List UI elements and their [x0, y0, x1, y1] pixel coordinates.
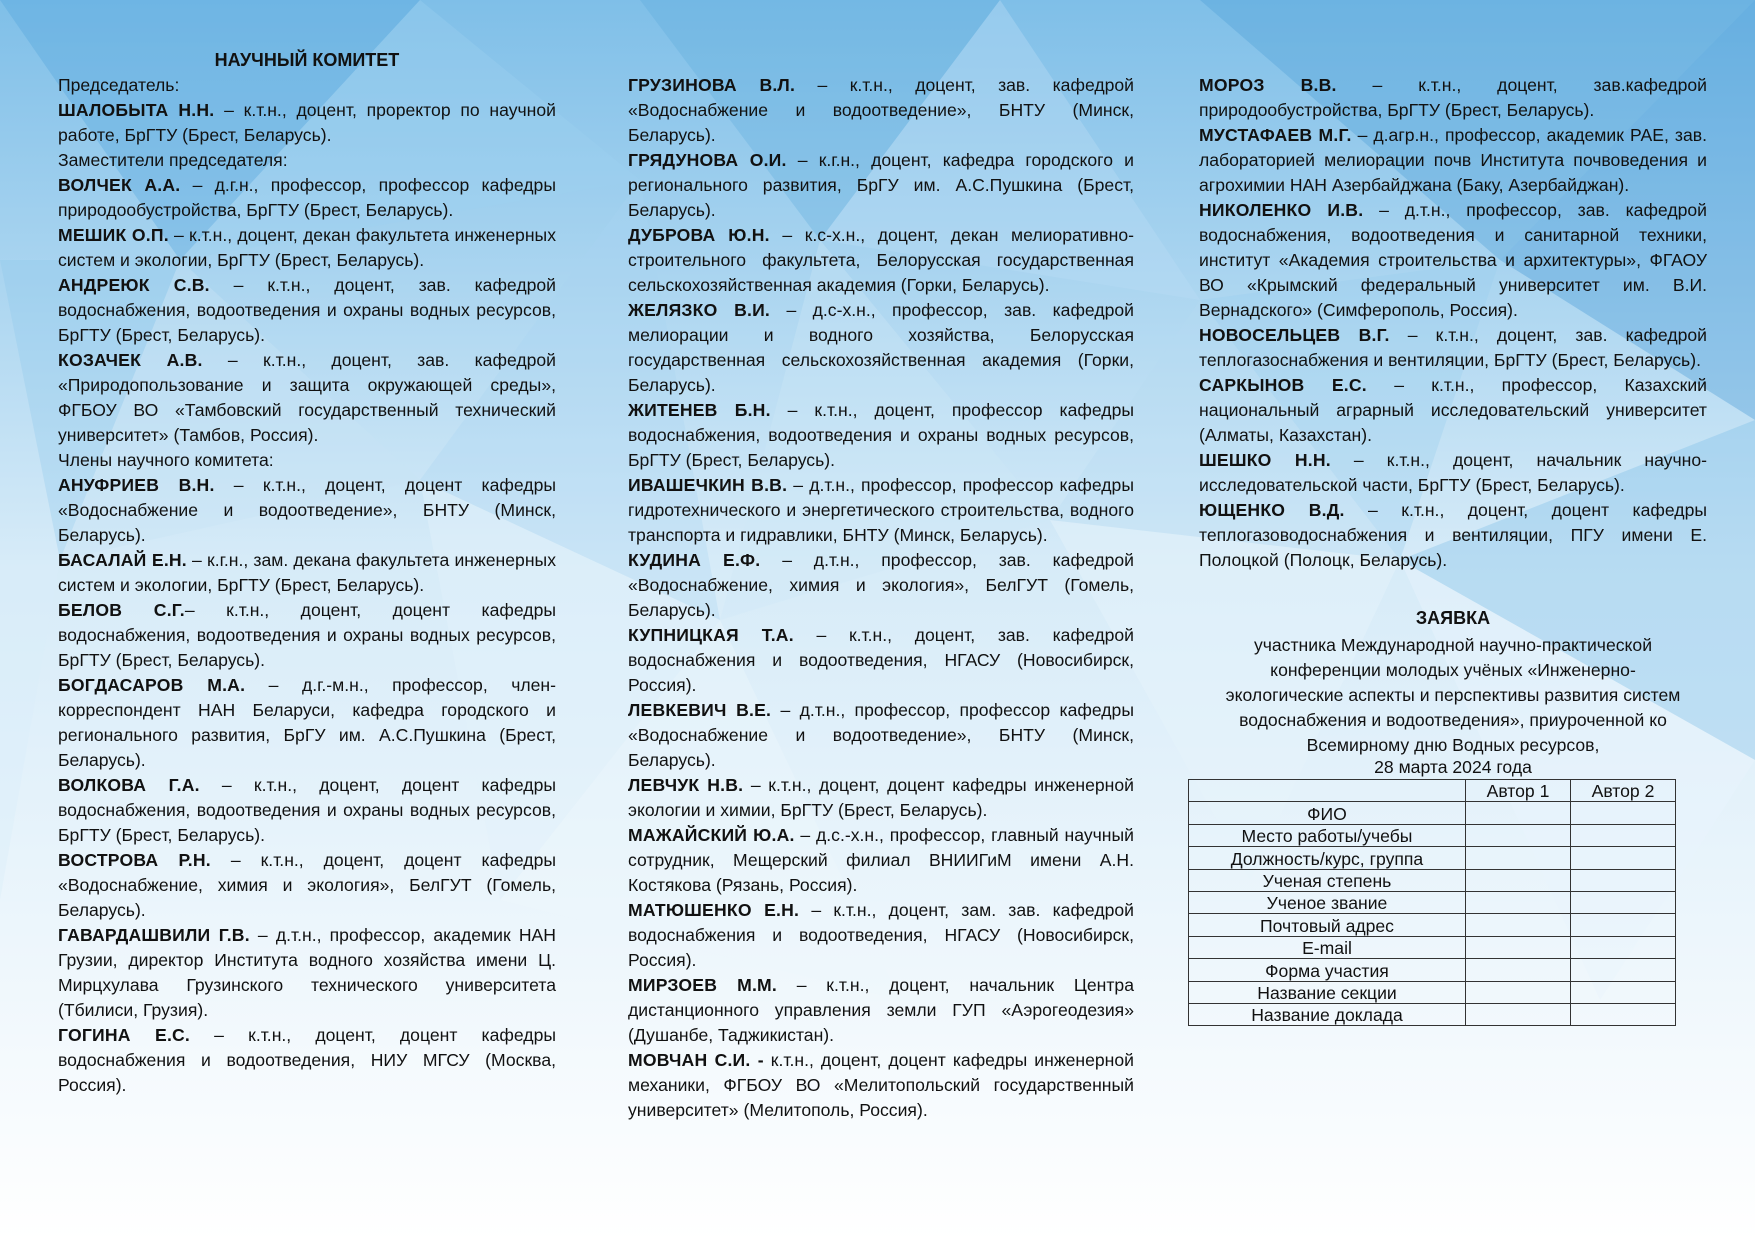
- member-name: МАТЮШЕНКО Е.Н.: [628, 900, 800, 920]
- table-row: [1189, 936, 1676, 958]
- committee-entry: [1199, 498, 1707, 573]
- member-desc: – к.т.н., доцент, проректор по научной работе, БрГТУ (Брест, Беларусь).: [58, 100, 556, 145]
- member-desc: – д.т.н., профессор, зав. кафедрой водоснабжения, водоотведения и санитарной техники, институт «Академия строительства и архитектуры», ФГАОУ ВО «Крымский федеральный университет им. В.И. Вернадского» (Симферополь, Россия).: [1199, 200, 1707, 320]
- committee-entry: [1199, 448, 1707, 498]
- author-2-cell[interactable]: [1571, 802, 1676, 824]
- author-2-cell[interactable]: [1571, 869, 1676, 891]
- member-desc: – д.г.-м.н., профессор, член-корреспондент НАН Беларуси, кафедра городского и регионального развития, БрГУ им. А.С.Пушкина (Брест, Беларусь).: [58, 675, 556, 770]
- author-2-cell[interactable]: [1571, 824, 1676, 846]
- member-desc: – к.т.н., доцент, доцент кафедры водоснабжения, водоотведения и охраны водных ресурсов, БрГТУ (Брест, Беларусь).: [58, 600, 556, 670]
- author-2-cell[interactable]: [1571, 914, 1676, 936]
- table-row: [1189, 981, 1676, 1003]
- member-desc: к.т.н., доцент, доцент кафедры инженерной механики, ФГБОУ ВО «Мелитопольский государственный университет» (Мелитополь, Россия).: [628, 1050, 1134, 1120]
- member-name: МУСТАФАЕВ М.Г.: [1199, 125, 1352, 145]
- member-name: ЖИТЕНЕВ Б.Н.: [628, 400, 771, 420]
- table-row: [1189, 847, 1676, 869]
- member-desc: – к.т.н., доцент, зав. кафедрой водоснабжения, водоотведения и охраны водных ресурсов, БрГТУ (Брест, Беларусь).: [58, 275, 556, 345]
- application-description-line: участника Международной научно-практической: [1253, 635, 1653, 655]
- author-1-cell[interactable]: [1466, 869, 1571, 891]
- member-desc: – д.т.н., профессор, профессор кафедры гидротехнического и энергетического строительства, водного транспорта и гидравлики, БНТУ (Минск, Беларусь).: [628, 475, 1134, 545]
- member-name: ДУБРОВА Ю.Н.: [628, 225, 770, 245]
- member-name: ШЕШКО Н.Н.: [1199, 450, 1331, 470]
- committee-entry: [628, 823, 1134, 898]
- field-label: E-mail: [1189, 936, 1466, 958]
- member-name: МАЖАЙСКИЙ Ю.А.: [628, 825, 795, 845]
- author-2-cell[interactable]: [1571, 981, 1676, 1003]
- committee-entry: [1199, 373, 1707, 448]
- field-label: Форма участия: [1189, 959, 1466, 981]
- application-description-line: 28 марта 2024 года: [1374, 757, 1532, 777]
- application-form-table: [1188, 779, 1676, 1026]
- member-name: МОВЧАН С.И. -: [628, 1050, 764, 1070]
- member-name: ГОГИНА Е.С.: [58, 1025, 191, 1045]
- member-name: АНДРЕЮК С.В.: [58, 275, 210, 295]
- committee-entry: [1199, 123, 1707, 198]
- member-desc: – д.агр.н., профессор, академик РАЕ, зав. лабораторией мелиорации почв Института почвоведения и агрохимии НАН Азербайджана (Баку, Азербайджан).: [1199, 125, 1707, 195]
- member-name: ВОЛКОВА Г.А.: [58, 775, 200, 795]
- members-label: Члены научного комитета:: [58, 450, 274, 470]
- committee-entry: [58, 173, 556, 223]
- committee-entry: [628, 973, 1134, 1048]
- member-name: ВОЛЧЕК А.А.: [58, 175, 181, 195]
- table-header-cell: Автор 2: [1571, 780, 1676, 802]
- field-label: Название секции: [1189, 981, 1466, 1003]
- table-row: [1189, 869, 1676, 891]
- committee-entry: [1199, 323, 1707, 373]
- author-1-cell[interactable]: [1466, 891, 1571, 913]
- author-1-cell[interactable]: [1466, 959, 1571, 981]
- member-name: АНУФРИЕВ В.Н.: [58, 475, 215, 495]
- author-1-cell[interactable]: [1466, 914, 1571, 936]
- member-desc: – д.с.-х.н., профессор, главный научный сотрудник, Мещерский филиал ВНИИГиМ имени А.Н. Костякова (Рязань, Россия).: [628, 825, 1134, 895]
- committee-entry: [628, 473, 1134, 548]
- committee-entry: [58, 923, 556, 1023]
- application-description-line: экологические аспекты и перспективы развития систем: [1225, 685, 1681, 705]
- member-name: НОВОСЕЛЬЦЕВ В.Г.: [1199, 325, 1390, 345]
- member-name: ЛЕВЧУК Н.В.: [628, 775, 744, 795]
- member-desc: – д.т.н., профессор, академик НАН Грузии, директор Института водного хозяйства имени Ц. Мирцхулава Грузинского технического университета (Тбилиси, Грузия).: [58, 925, 556, 1020]
- member-desc: – д.т.н., профессор, профессор кафедры «Водоснабжение и водоотведение», БНТУ (Минск, Беларусь).: [628, 700, 1134, 770]
- field-label: Название доклада: [1189, 1003, 1466, 1025]
- member-name: НИКОЛЕНКО И.В.: [1199, 200, 1364, 220]
- application-description-line: Всемирному дню Водных ресурсов,: [1306, 735, 1600, 755]
- committee-entry: [58, 773, 556, 848]
- committee-entry: [58, 548, 556, 598]
- application-description-line: водоснабжения и водоотведения», приуроченной ко: [1239, 710, 1667, 730]
- member-desc: – д.с-х.н., профессор, зав. кафедрой мелиорации и водного хозяйства, Белорусская государственная сельскохозяйственная академия (Горки, Беларусь).: [628, 300, 1134, 395]
- member-desc: – к.г.н., зам. декана факультета инженерных систем и экологии, БрГТУ (Брест, Беларусь).: [58, 550, 556, 595]
- table-row: [1189, 1003, 1676, 1025]
- table-row: [1189, 959, 1676, 981]
- member-desc: – к.т.н., доцент, доцент кафедры теплогазоводоснабжения и вентиляции, ПГУ имени Е. Полоцкой (Полоцк, Беларусь).: [1199, 500, 1707, 570]
- field-label: Место работы/учебы: [1189, 824, 1466, 846]
- committee-entry: [58, 848, 556, 923]
- table-row: [1189, 914, 1676, 936]
- committee-entry: [628, 623, 1134, 698]
- member-name: ЮЩЕНКО В.Д.: [1199, 500, 1345, 520]
- member-desc: – к.т.н., доцент, декан факультета инженерных систем и экологии, БрГТУ (Брест, Беларусь).: [58, 225, 556, 270]
- member-name: БОГДАСАРОВ М.А.: [58, 675, 246, 695]
- application-section: [1199, 606, 1707, 1026]
- member-name: ГРЯДУНОВА О.И.: [628, 150, 787, 170]
- committee-entry: [628, 223, 1134, 298]
- member-name: МОРОЗ В.В.: [1199, 75, 1337, 95]
- table-header-row: [1189, 780, 1676, 802]
- member-name: САРКЫНОВ Е.С.: [1199, 375, 1367, 395]
- member-name: БАСАЛАЙ Е.Н.: [58, 550, 187, 570]
- member-desc: – к.т.н., доцент, профессор кафедры водоснабжения, водоотведения и охраны водных ресурсов, БрГТУ (Брест, Беларусь).: [628, 400, 1134, 470]
- committee-entry: [58, 1023, 556, 1098]
- author-1-cell[interactable]: [1466, 847, 1571, 869]
- chair-label: Председатель:: [58, 75, 180, 95]
- member-desc: – к.т.н., доцент, доцент кафедры инженерной экологии и химии, БрГТУ (Брест, Беларусь).: [628, 775, 1134, 820]
- committee-column-3: [1199, 73, 1707, 1026]
- member-name: БЕЛОВ С.Г.: [58, 600, 185, 620]
- committee-entry: [628, 698, 1134, 773]
- committee-title: НАУЧНЫЙ КОМИТЕТ: [214, 50, 400, 70]
- author-2-cell[interactable]: [1571, 936, 1676, 958]
- committee-entry: [628, 148, 1134, 223]
- member-name: ИВАШЕЧКИН В.В.: [628, 475, 788, 495]
- committee-column-2: [628, 73, 1134, 1123]
- author-2-cell[interactable]: [1571, 1003, 1676, 1025]
- deputies-label: Заместители председателя:: [58, 150, 288, 170]
- member-name: МИРЗОЕВ М.М.: [628, 975, 777, 995]
- author-2-cell[interactable]: [1571, 847, 1676, 869]
- committee-entry: [58, 598, 556, 673]
- author-1-cell[interactable]: [1466, 824, 1571, 846]
- member-desc: – к.с-х.н., доцент, декан мелиоративно-строительного факультета, Белорусская государственная сельскохозяйственная академия (Горки, Беларусь).: [628, 225, 1134, 295]
- committee-entry: [1199, 198, 1707, 323]
- field-label: ФИО: [1189, 802, 1466, 824]
- committee-column-1: [58, 48, 556, 1098]
- member-name: ГРУЗИНОВА В.Л.: [628, 75, 796, 95]
- field-label: Ученое звание: [1189, 891, 1466, 913]
- committee-entry: [58, 273, 556, 348]
- member-name: ШАЛОБЫТА Н.Н.: [58, 100, 215, 120]
- committee-entry: [58, 673, 556, 773]
- member-name: ЛЕВКЕВИЧ В.Е.: [628, 700, 772, 720]
- application-title: ЗАЯВКА: [1415, 608, 1491, 628]
- member-desc: – к.т.н., доцент, зав.кафедрой природообустройства, БрГТУ (Брест, Беларусь).: [1199, 75, 1707, 120]
- table-row: [1189, 891, 1676, 913]
- author-1-cell[interactable]: [1466, 936, 1571, 958]
- member-desc: – к.т.н., доцент, доцент кафедры «Водоснабжение и водоотведение», БНТУ (Минск, Беларусь).: [58, 475, 556, 545]
- table-header-cell: Автор 1: [1466, 780, 1571, 802]
- member-name: ЖЕЛЯЗКО В.И.: [628, 300, 771, 320]
- author-1-cell[interactable]: [1466, 802, 1571, 824]
- committee-entry: [58, 348, 556, 448]
- member-name: МЕШИК О.П.: [58, 225, 169, 245]
- field-label: Должность/курс, группа: [1189, 847, 1466, 869]
- member-name: КОЗАЧЕК А.В.: [58, 350, 203, 370]
- member-name: КУПНИЦКАЯ Т.А.: [628, 625, 794, 645]
- member-desc: – к.т.н., доцент, зав. кафедрой водоснабжения и водоотведения, НГАСУ (Новосибирск, Россия).: [628, 625, 1134, 695]
- member-desc: – к.т.н., доцент, зав. кафедрой теплогазоснабжения и вентиляции, БрГТУ (Брест, Беларусь).: [1199, 325, 1707, 370]
- author-1-cell[interactable]: [1466, 981, 1571, 1003]
- member-name: ГАВАРДАШВИЛИ Г.В.: [58, 925, 250, 945]
- member-desc: – к.т.н., доцент, начальник научно-исследовательской части, БрГТУ (Брест, Беларусь).: [1199, 450, 1707, 495]
- author-2-cell[interactable]: [1571, 959, 1676, 981]
- committee-entry: [1199, 73, 1707, 123]
- committee-entry: [58, 473, 556, 548]
- member-desc: – к.т.н., доцент, доцент кафедры водоснабжения, водоотведения и охраны водных ресурсов, БрГТУ (Брест, Беларусь).: [58, 775, 556, 845]
- member-desc: – д.г.н., профессор, профессор кафедры природообустройства, БрГТУ (Брест, Беларусь).: [58, 175, 556, 220]
- committee-entry: [628, 898, 1134, 973]
- table-header-cell: [1189, 780, 1466, 802]
- field-label: Ученая степень: [1189, 869, 1466, 891]
- table-row: [1189, 824, 1676, 846]
- member-desc: – д.т.н., профессор, зав. кафедрой «Водоснабжение, химия и экология», БелГУТ (Гомель, Беларусь).: [628, 550, 1135, 620]
- committee-entry: [58, 223, 556, 273]
- member-desc: – к.г.н., доцент, кафедра городского и регионального развития, БрГУ им. А.С.Пушкина (Брест, Беларусь).: [628, 150, 1134, 220]
- committee-entry: [628, 73, 1134, 148]
- committee-entry: [628, 298, 1134, 398]
- committee-entry: [58, 98, 556, 148]
- member-desc: – к.т.н., доцент, начальник Центра дистанционного управления земли ГУП «Аэрогеодезия» (Душанбе, Таджикистан).: [628, 975, 1134, 1045]
- member-desc: – к.т.н., профессор, Казахский национальный аграрный исследовательский университет (Алматы, Казахстан).: [1199, 375, 1707, 445]
- member-name: ВОСТРОВА Р.Н.: [58, 850, 211, 870]
- member-name: КУДИНА Е.Ф.: [628, 550, 761, 570]
- author-1-cell[interactable]: [1466, 1003, 1571, 1025]
- application-description-line: конференции молодых учёных «Инженерно-: [1270, 660, 1636, 680]
- committee-entry: [628, 548, 1134, 623]
- table-row: [1189, 802, 1676, 824]
- committee-entry: [628, 1048, 1134, 1123]
- member-desc: – к.т.н., доцент, зам. зав. кафедрой водоснабжения и водоотведения, НГАСУ (Новосибирск, Россия).: [628, 900, 1134, 970]
- committee-entry: [628, 398, 1134, 473]
- committee-entry: [628, 773, 1134, 823]
- member-desc: – к.т.н., доцент, зав. кафедрой «Природопользование и защита окружающей среды», ФГБОУ ВО «Тамбовский государственный технический университет» (Тамбов, Россия).: [58, 350, 557, 445]
- field-label: Почтовый адрес: [1189, 914, 1466, 936]
- member-desc: – к.т.н., доцент, доцент кафедры водоснабжения и водоотведения, НИУ МГСУ (Москва, Россия).: [58, 1025, 556, 1095]
- author-2-cell[interactable]: [1571, 891, 1676, 913]
- member-desc: – к.т.н., доцент, зав. кафедрой «Водоснабжение и водоотведение», БНТУ (Минск, Беларусь).: [628, 75, 1135, 145]
- member-desc: – к.т.н., доцент, доцент кафедры «Водоснабжение, химия и экология», БелГУТ (Гомель, Беларусь).: [58, 850, 556, 920]
